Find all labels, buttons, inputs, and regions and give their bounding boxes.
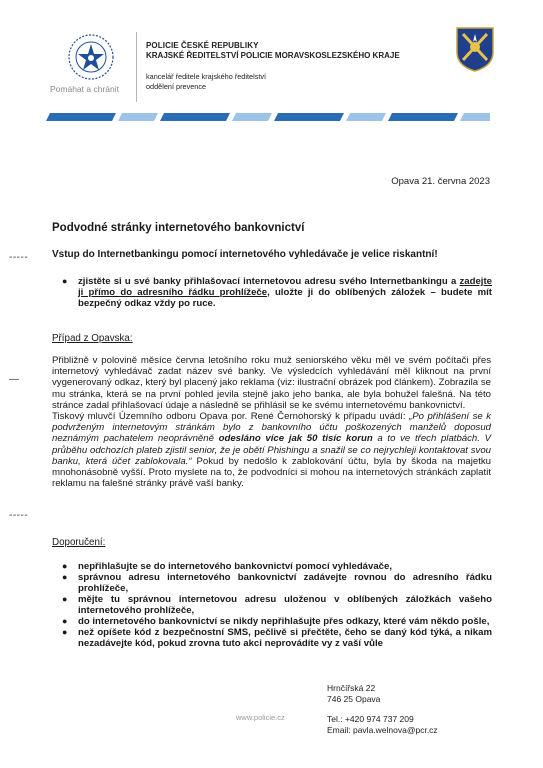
email-address: Email: pavla.welnova@pcr.cz bbox=[327, 724, 438, 735]
police-star-logo bbox=[66, 32, 116, 82]
list-item: ● mějte tu správnou internetovou adresu uloženou v oblíbených záložkách vašeho internetového prohlížeče, bbox=[62, 594, 492, 616]
list-item: ● správnou adresu internetového bankovnictví zadávejte rovnou do adresního řádku prohlížeče, bbox=[62, 572, 492, 594]
bullet-icon: ● bbox=[62, 594, 68, 604]
recommendations-heading: Doporučení: bbox=[52, 537, 106, 548]
case-heading: Případ z Opavska: bbox=[52, 333, 133, 344]
footer-contact bbox=[327, 683, 438, 735]
document-title: Podvodné stránky internetového bankovnictví bbox=[52, 222, 305, 234]
bullet-icon: ● bbox=[62, 616, 68, 626]
list-item: ● do internetového bankovnictví se nikdy nepřihlašujte přes odkazy, které vám někdo pošle, bbox=[62, 616, 490, 627]
case-body bbox=[52, 355, 491, 489]
header-stripe bbox=[46, 113, 490, 121]
regional-emblem-icon bbox=[455, 26, 495, 72]
intro-bullet-list bbox=[62, 276, 492, 309]
document-date: Opava 21. června 2023 bbox=[391, 176, 490, 187]
address-street: Hrnčířská 22 bbox=[327, 683, 376, 693]
list-item: ● nepřihlašujte se do internetového bankovnictví pomocí vyhledávače, bbox=[62, 561, 393, 572]
stripe-segment bbox=[346, 113, 386, 121]
case-paragraph: Přibližně v polovině měsíce června letošního roku muž seniorského věku měl ve svém počítači přes internetový vyhledávač zadat název své banky. Ve výsledcích vyhledávání měl kliknout na první vygenerovaný odkaz, který byl placený jako reklama (viz: ilustrační obrázek pod článkem). Zobrazila se mu stránka, která se na první pohled jevila stejně jako jeho banka, ale byla bohužel falešná. Na této stránce zadal přihlašovací údaje a následně se přihlásil se ke svému internetovému bankovnictví. bbox=[52, 355, 491, 411]
document-subtitle: Vstup do Internetbankingu pomocí internetového vyhledávače je velice riskantní! bbox=[52, 249, 438, 260]
stripe-segment bbox=[274, 113, 344, 121]
margin-mark: ----- bbox=[9, 510, 29, 521]
stripe-segment bbox=[232, 113, 272, 121]
address-city: 746 25 Opava bbox=[327, 693, 381, 704]
margin-mark: — bbox=[9, 374, 20, 385]
bullet-icon: ● bbox=[62, 561, 68, 571]
margin-mark: ----- bbox=[9, 252, 29, 263]
emphasis-link-text: zadejte ji přímo do adresního řádku prohlížeče bbox=[78, 276, 492, 298]
bullet-icon: ● bbox=[62, 276, 68, 286]
bullet-icon: ● bbox=[62, 627, 68, 637]
section: oddělení prevence bbox=[146, 82, 207, 91]
list-item: ● zjistěte si u své banky přihlašovací internetovou adresu svého Internetbankingu a zadejte ji přímo do adresního řádku prohlížeče, uložte ji do oblíbených záložek – budete mít bezpečný odkaz vždy po ruce. bbox=[62, 276, 492, 309]
header-divider bbox=[136, 32, 137, 102]
org-subname: KRAJSKÉ ŘEDITELSTVÍ POLICIE MORAVSKOSLEZSKÉHO KRAJE bbox=[146, 51, 400, 60]
slogan: Pomáhat a chránit bbox=[50, 84, 119, 94]
stripe-segment bbox=[388, 113, 458, 121]
recommendations-list bbox=[62, 561, 492, 649]
bullet-icon: ● bbox=[62, 572, 68, 582]
stripe-segment bbox=[460, 113, 490, 121]
stripe-segment bbox=[118, 113, 158, 121]
org-name: POLICIE ČESKÉ REPUBLIKY bbox=[146, 41, 259, 50]
footer-website: www.policie.cz bbox=[236, 713, 285, 722]
list-item: ● než opíšete kód z bezpečnostní SMS, pečlivě si přečtěte, čeho se daný kód týká, a nikam nezadávejte kód, pokud zrovna tuto akci neprovádíte vy z vaší vůle bbox=[62, 627, 492, 649]
stripe-segment bbox=[160, 113, 230, 121]
phone-number: Tel.: +420 974 737 209 bbox=[327, 714, 414, 724]
case-paragraph: Tiskový mluvčí Územního odboru Opava por. René Černohorský k případu uvádí: „Po přihlášení se k podvrženým internetovým stránkám bylo z bankovního účtu poškozených manželů doposud neznámým pachatelem neoprávněně odesláno více jak 50 tisíc korun a to ve třech platbách. V průběhu odchozích plateb zjistil senior, že je obětí Phishingu a snažil se co nejrychleji kontaktovat svou banku, která účet zablokovala.“ Pokud by nedošlo k zablokování účtu, byla by škoda na majetku mnohonásobně vyšší. Proto myslete na to, že podvodníci si mohou na internetových stránkách zaplatit reklamu na falešné stránky právě vaší banky. bbox=[52, 411, 492, 490]
department: kancelář ředitele krajského ředitelství bbox=[146, 72, 267, 81]
stripe-segment bbox=[46, 113, 116, 121]
